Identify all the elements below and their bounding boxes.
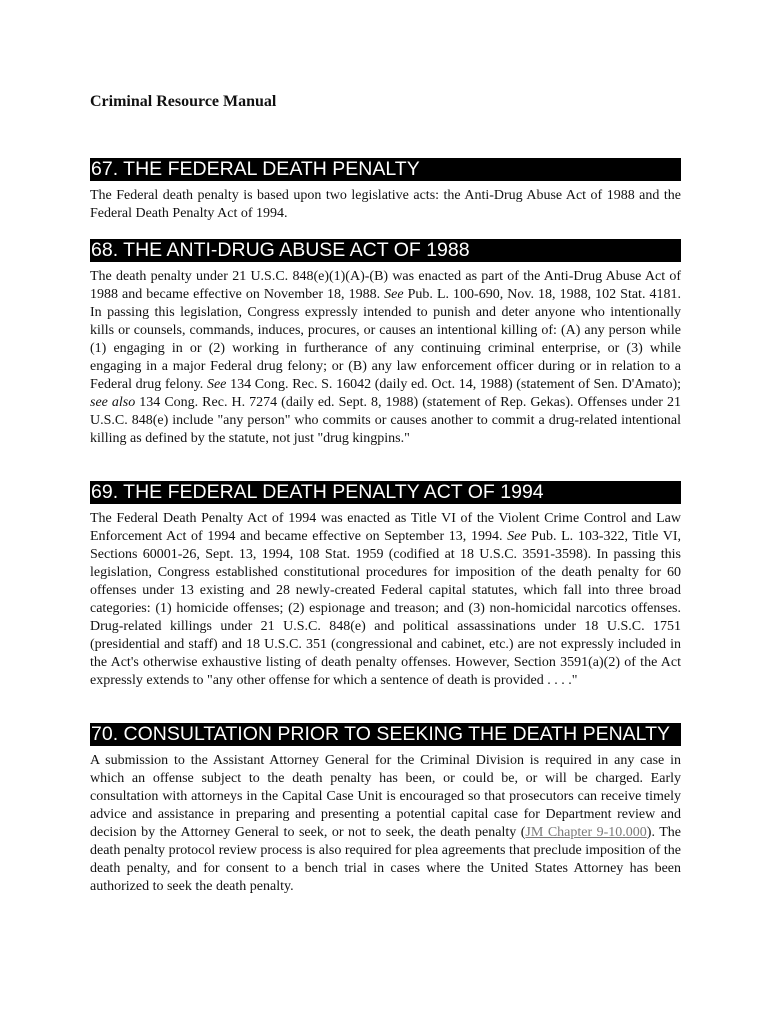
section-68 bbox=[90, 239, 681, 448]
section-paragraph-70 bbox=[90, 752, 681, 896]
section-paragraph-67: The Federal death penalty is based upon two legislative acts: the Anti-Drug Abuse Act of 1988 and the Federal Death Penalty Act of 1994. bbox=[90, 188, 681, 221]
section-67 bbox=[90, 158, 681, 223]
section-70 bbox=[90, 723, 681, 896]
citation-signal: See bbox=[384, 287, 404, 302]
citation-signal: see also bbox=[90, 395, 136, 410]
text-run: 134 Cong. Rec. S. 16042 (daily ed. Oct. 14, 1988) (statement of Sen. D'Amato); bbox=[226, 377, 681, 392]
section-69 bbox=[90, 481, 681, 690]
section-heading-70: 70. CONSULTATION PRIOR TO SEEKING THE DEATH PENALTY bbox=[90, 723, 681, 746]
text-run: The death penalty under 21 U.S.C. 848(e)(1)(A)-(B) was enacted as part of the Anti-Drug Abuse Act of 1988 and became effective on November 18, 1988. bbox=[90, 269, 681, 302]
text-run: ). The death penalty protocol review process is also required for plea agreements that preclude imposition of the death penalty, and for consent to a bench trial in cases where the United States Attorney has been authorized to seek the death penalty. bbox=[90, 825, 681, 894]
text-run: 134 Cong. Rec. H. 7274 (daily ed. Sept. 8, 1988) (statement of Rep. Gekas). Offenses under 21 U.S.C. 848(e) include "any person" who commits or causes another to commit a drug-related intentional killing as defined by the statute, not just "drug kingpins." bbox=[90, 395, 681, 446]
text-run: Pub. L. 100-690, Nov. 18, 1988, 102 Stat. 4181. In passing this legislation, Congress expressly intended to punish and deter anyone who intentionally kills or counsels, commands, induces, procures, or causes an intentional killing of: (A) any person while (1) engaging in or (2) working in furtherance of any continuing criminal enterprise, or (3) while engaging in a major Federal drug felony; or (B) any law enforcement officer during or in relation to a Federal drug felony. bbox=[90, 287, 681, 392]
section-heading-68: 68. THE ANTI-DRUG ABUSE ACT OF 1988 bbox=[90, 239, 681, 262]
text-run: A submission to the Assistant Attorney General for the Criminal Division is required in any case in which an offense subject to the death penalty has been, or could be, or will be charged. Early consultation with attorneys in the Capital Case Unit is encouraged so that prosecutors can receive timely advice and assistance in preparing and presenting a potential capital case for Department review and decision by the Attorney General to seek, or not to seek, the death penalty ( bbox=[90, 753, 681, 840]
text-run: The Federal Death Penalty Act of 1994 was enacted as Title VI of the Violent Crime Control and Law Enforcement Act of 1994 and became effective on September 13, 1994. bbox=[90, 511, 681, 544]
section-heading-69: 69. THE FEDERAL DEATH PENALTY ACT OF 1994 bbox=[90, 481, 681, 504]
section-paragraph-68 bbox=[90, 268, 681, 448]
citation-signal: See bbox=[507, 529, 527, 544]
section-paragraph-69 bbox=[90, 510, 681, 690]
text-run: Pub. L. 103-322, Title VI, Sections 60001-26, Sept. 13, 1994, 108 Stat. 1959 (codified at 18 U.S.C. 3591-3598). In passing this legislation, Congress established constitutional procedures for imposition of the death penalty for 60 offenses under 13 existing and 28 newly-created Federal capital statutes, which fall into three broad categories: (1) homicide offenses; (2) espionage and treason; and (3) non-homicidal narcotics offenses. Drug-related killings under 21 U.S.C. 848(e) and political assassinations under 18 U.S.C. 1751 (presidential and staff) and 18 U.S.C. 351 (congressional and cabinet, etc.) are not expressly included in the Act's otherwise exhaustive listing of death penalty offenses. However, Section 3591(a)(2) of the Act expressly extends to "any other offense for which a sentence of death is provided . . . ." bbox=[90, 529, 681, 688]
document-title: Criminal Resource Manual bbox=[90, 93, 277, 110]
jm-chapter-link[interactable]: JM Chapter 9-10.000 bbox=[525, 825, 647, 840]
section-heading-67: 67. THE FEDERAL DEATH PENALTY bbox=[90, 158, 681, 181]
citation-signal: See bbox=[206, 377, 227, 392]
